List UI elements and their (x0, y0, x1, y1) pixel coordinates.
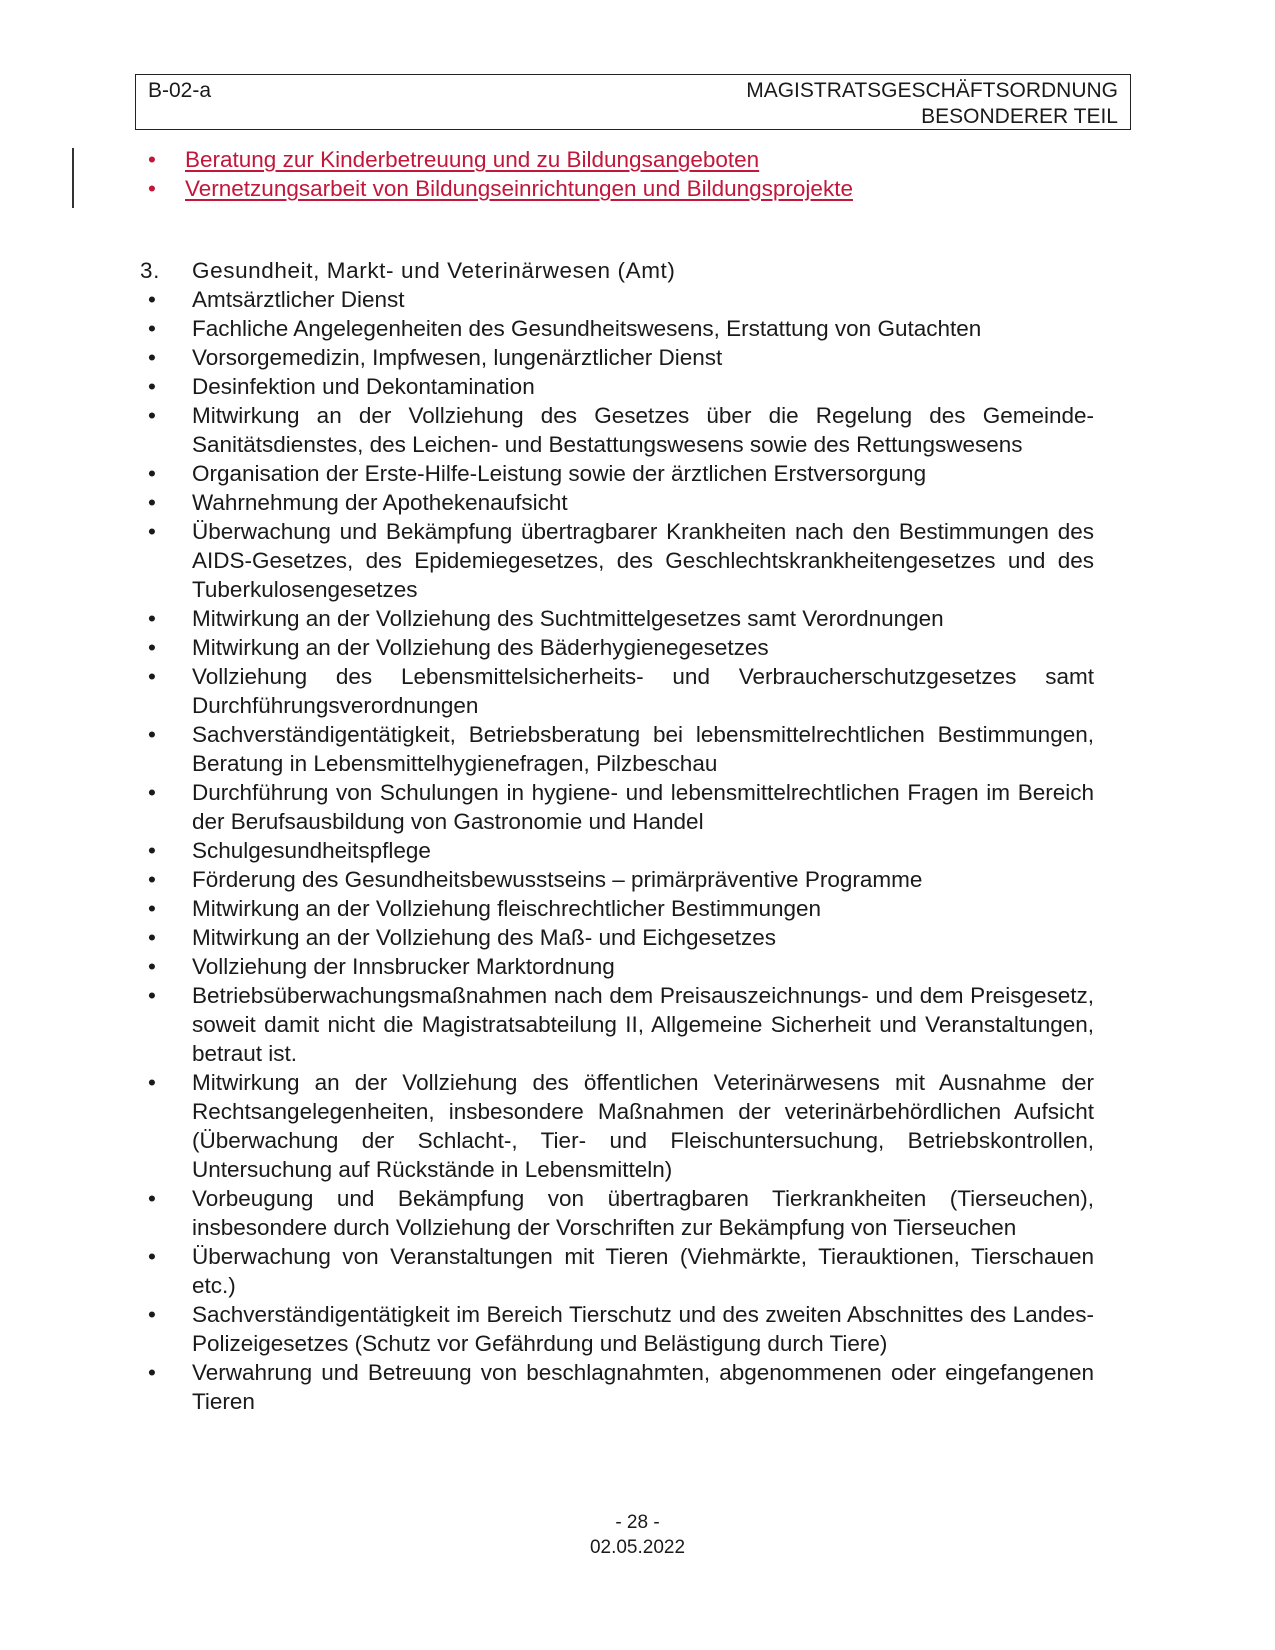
list-item (140, 1068, 1094, 1184)
page-date: 02.05.2022 (589, 1537, 686, 1558)
list-item (140, 836, 1090, 865)
amended-item (140, 174, 1090, 203)
amended-list (140, 145, 1090, 203)
list-item (140, 1242, 1094, 1300)
bullet-icon: • (148, 954, 156, 979)
bullet-icon: • (148, 664, 156, 689)
bullet-icon: • (148, 722, 156, 747)
section-number: 3. (140, 258, 160, 283)
bullet-icon: • (148, 635, 156, 660)
list-item (140, 952, 1090, 981)
bullet-icon: • (148, 1070, 156, 1095)
list-item (140, 923, 1090, 952)
list-item-text: Förderung des Gesundheitsbewusstseins – primärpräventive Programme (192, 867, 923, 892)
list-item-text: Überwachung von Veranstaltungen mit Tieren (Viehmärkte, Tierauktionen, Tierschauen etc.) (192, 1244, 1094, 1298)
list-item (140, 778, 1094, 836)
bullet-icon: • (148, 345, 156, 370)
section-title: Gesundheit, Markt- und Veterinärwesen (Amt) (192, 258, 676, 283)
list-item-text: Mitwirkung an der Vollziehung des Bäderhygienegesetzes (192, 635, 769, 660)
bullet-icon: • (148, 287, 156, 312)
section-list (140, 256, 1094, 1416)
list-item-text: Vorbeugung und Bekämpfung von übertragbaren Tierkrankheiten (Tierseuchen), insbesondere durch Vollziehung der Vorschriften zur Bekämpfung von Tierseuchen (192, 1186, 1094, 1240)
bullet-icon: • (148, 403, 156, 428)
bullet-icon: • (148, 1186, 156, 1211)
list-item-text: Schulgesundheitspflege (192, 838, 431, 863)
list-item-text: Vorsorgemedizin, Impfwesen, lungenärztlicher Dienst (192, 345, 723, 370)
bullet-icon: • (148, 780, 156, 805)
bullet-icon: • (148, 606, 156, 631)
page-header (135, 74, 1131, 130)
list-item-text: Fachliche Angelegenheiten des Gesundheitswesens, Erstattung von Gutachten (192, 316, 982, 341)
list-item (140, 1184, 1094, 1242)
bullet-icon: • (148, 176, 156, 201)
bullet-icon: • (148, 490, 156, 515)
list-item-text: Mitwirkung an der Vollziehung des Suchtmittelgesetzes samt Verordnungen (192, 606, 944, 631)
list-item-text: Amtsärztlicher Dienst (192, 287, 405, 312)
amended-item-text: Beratung zur Kinderbetreuung und zu Bildungsangeboten (185, 147, 760, 172)
document-code: B-02-a (148, 79, 212, 102)
list-item-text: Mitwirkung an der Vollziehung des Gesetzes über die Regelung des Gemeinde-Sanitätsdienstes, des Leichen- und Bestattungswesens sowie des Rettungswesens (192, 403, 1094, 457)
document-title (746, 78, 1118, 130)
list-item-text: Wahrnehmung der Apothekenaufsicht (192, 490, 568, 515)
title-line-1: MAGISTRATSGESCHÄFTSORDNUNG (746, 79, 1118, 102)
list-item-text: Desinfektion und Dekontamination (192, 374, 535, 399)
list-item (140, 343, 1090, 372)
list-item (140, 720, 1094, 778)
change-bar (72, 148, 74, 208)
list-item (140, 372, 1090, 401)
list-item (140, 1358, 1094, 1416)
list-item (140, 981, 1094, 1068)
list-item (140, 865, 1090, 894)
list-item-text: Verwahrung und Betreuung von beschlagnahmten, abgenommenen oder eingefangenen Tieren (192, 1360, 1094, 1414)
list-item-text: Sachverständigentätigkeit im Bereich Tierschutz und des zweiten Abschnittes des Landes-Polizeigesetzes (Schutz vor Gefährdung und Belästigung durch Tiere) (192, 1302, 1094, 1356)
list-item (140, 1300, 1094, 1358)
list-item (140, 285, 1090, 314)
list-item (140, 488, 1090, 517)
list-item-text: Überwachung und Bekämpfung übertragbarer Krankheiten nach den Bestimmungen des AIDS-Gesetzes, des Epidemiegesetzes, des Geschlechtskrankheitengesetzes und des Tuberkulosengesetzes (192, 519, 1094, 602)
list-item-text: Organisation der Erste-Hilfe-Leistung sowie der ärztlichen Erstversorgung (192, 461, 927, 486)
bullet-icon: • (148, 374, 156, 399)
bullet-icon: • (148, 896, 156, 921)
list-item (140, 633, 1090, 662)
amended-item (140, 145, 1090, 174)
list-item (140, 517, 1094, 604)
bullet-icon: • (148, 1360, 156, 1385)
amended-item-text: Vernetzungsarbeit von Bildungseinrichtungen und Bildungsprojekte (185, 176, 853, 201)
bullet-icon: • (148, 925, 156, 950)
list-item-text: Mitwirkung an der Vollziehung des öffentlichen Veterinärwesens mit Ausnahme der Rechtsangelegenheiten, insbesondere Maßnahmen der veterinärbehördlichen Aufsicht (Überwachung der Schlacht-, Tier- und Fleischuntersuchung, Betriebskontrollen, Untersuchung auf Rückstände in Lebensmitteln) (192, 1070, 1094, 1182)
list-item (140, 459, 1090, 488)
list-item (140, 314, 1090, 343)
bullet-icon: • (148, 147, 156, 172)
list-item (140, 662, 1094, 720)
title-line-2: BESONDERER TEIL (921, 105, 1118, 128)
bullet-icon: • (148, 1244, 156, 1269)
bullet-icon: • (148, 461, 156, 486)
bullet-icon: • (148, 316, 156, 341)
bullet-icon: • (148, 867, 156, 892)
list-item-text: Betriebsüberwachungsmaßnahmen nach dem Preisauszeichnungs- und dem Preisgesetz, soweit damit nicht die Magistratsabteilung II, Allgemeine Sicherheit und Veranstaltungen, betraut ist. (192, 983, 1094, 1066)
list-item (140, 401, 1094, 459)
list-item-text: Durchführung von Schulungen in hygiene- und lebensmittelrechtlichen Fragen im Bereich der Berufsausbildung von Gastronomie und Handel (192, 780, 1094, 834)
page-number: - 28 - (615, 1512, 660, 1533)
list-item-text: Mitwirkung an der Vollziehung des Maß- und Eichgesetzes (192, 925, 777, 950)
section-heading (140, 256, 1090, 285)
bullet-icon: • (148, 519, 156, 544)
list-item-text: Mitwirkung an der Vollziehung fleischrechtlicher Bestimmungen (192, 896, 822, 921)
list-item-text: Sachverständigentätigkeit, Betriebsberatung bei lebensmittelrechtlichen Bestimmungen, Beratung in Lebensmittelhygienefragen, Pilzbeschau (192, 722, 1094, 776)
list-item-text: Vollziehung des Lebensmittelsicherheits- und Verbraucherschutzgesetzes samt Durchführungsverordnungen (192, 664, 1094, 718)
list-item (140, 894, 1090, 923)
bullet-icon: • (148, 983, 156, 1008)
bullet-icon: • (148, 1302, 156, 1327)
list-item (140, 604, 1090, 633)
list-item-text: Vollziehung der Innsbrucker Marktordnung (192, 954, 615, 979)
bullet-icon: • (148, 838, 156, 863)
